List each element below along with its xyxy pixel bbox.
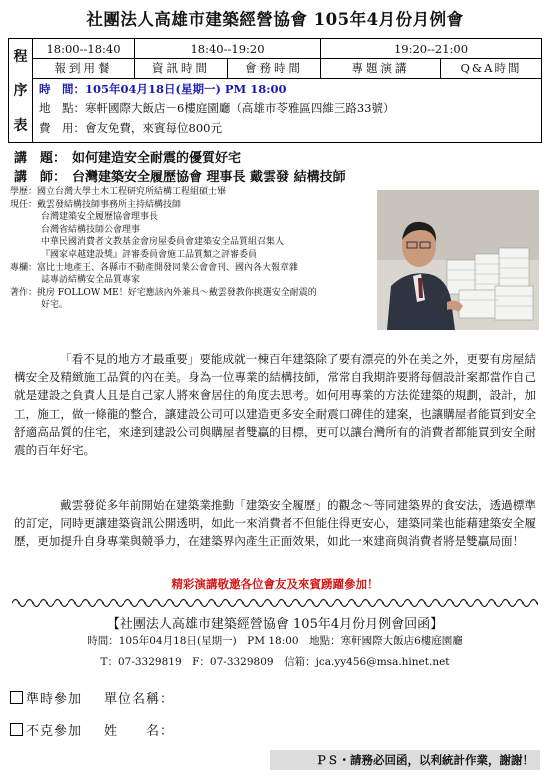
bio-line: 著作：挑房 FOLLOW ME！好宅應該內外兼具～戴雲發教你挑選安全耐震的 xyxy=(10,287,317,298)
bio-line: 台灣建築安全履歷協會理事長 xyxy=(41,212,159,223)
event-fee xyxy=(39,120,537,136)
reply-contact-info: T：07-3329819 F：07-3329809 信箱：jca.yy456@msa.hinet.net xyxy=(100,656,450,668)
schedule-item: 資訊時間 xyxy=(135,58,228,78)
place-value: 寒軒國際大飯店－6樓庭園廳（高雄市苓雅區四維三路33號） xyxy=(85,101,395,115)
schedule-time-row xyxy=(33,39,541,59)
topic-value: 如何建造安全耐震的優質好宅 xyxy=(72,151,242,166)
time-slot: 18:00--18:40 xyxy=(33,39,135,58)
place-label: 地 點： xyxy=(39,101,85,115)
decorative-border xyxy=(12,595,538,611)
bio-line: 學歷：國立台灣大學土木工程研究所結構工程組碩士畢 xyxy=(10,187,227,197)
attend-checkbox[interactable] xyxy=(10,691,23,704)
schedule-table xyxy=(8,38,542,143)
event-time xyxy=(39,81,537,97)
speaker-label: 講 師： xyxy=(14,170,67,185)
name-label: 姓 名： xyxy=(104,724,175,739)
intro-paragraph: 「看不見的地方才最重要」要能成就一棟百年建築除了要有漂亮的外在美之外，更要有房屋結構安全及精緻施工品質的內在美。身為一位專業的結構技師，常常自我期許要將每個設計案都當作自己就是建設之負責人且是自己家人將來會居住的角度去思考。如何用專業的方法從建築的規劃，設計，加工，施工，做一條龍的整合，讓建設公司可以建造更多安全耐震口碑佳的建案，也讓購屋者能買到安全舒適高品質的住宅，來達到建設公司與購屋者雙贏的目標，更可以讓台灣所有的消費者都能買到安全耐震的百年好宅。 xyxy=(14,352,536,458)
unit-label: 單位名稱： xyxy=(104,692,175,707)
topic-label: 講 題： xyxy=(14,151,67,166)
reply-event-info: 時間：105年04月18日(星期一) PM 18:00 地點：寒軒國際大飯店6樓庭園廳 xyxy=(87,635,463,647)
schedule-item: 會務時間 xyxy=(228,58,321,78)
ps-note: ＰＳ・請務必回函，以利統計作業，謝謝！ xyxy=(270,750,540,770)
attend-label: 準時參加 xyxy=(26,692,83,707)
absent-checkbox[interactable] xyxy=(10,723,23,736)
speaker-photo xyxy=(377,190,539,330)
attend-row xyxy=(10,688,174,707)
fee-label: 費 用： xyxy=(39,121,85,135)
schedule-side-label xyxy=(9,39,33,142)
page-title: 社團法人高雄市建築經營協會 105年4月份月例會 xyxy=(86,10,464,29)
bio-line: 『國家卓越建設獎』評審委員會施工品質類之評審委員 xyxy=(41,249,258,260)
absent-row xyxy=(10,720,174,739)
bio-line: 專欄：富比士地產王、各縣市不動產開發同業公會會刊、國內各大報章雜 xyxy=(10,262,299,273)
schedule-item: 專題演講 xyxy=(321,58,441,78)
lecture-topic xyxy=(14,147,241,166)
side-char: 表 xyxy=(13,117,28,134)
intro-paragraph: 戴雲發從多年前開始在建築業推動「建築安全履歷」的觀念～等同建築界的食安法，透過標準的訂定，同時更讓建築資訊公開透明，如此一來消費者不但能住得更安心，建築同業也能藉建築安全履歷，更加提升自身專業與競爭力，在建築界內產生正面效果，如此一來建商與消費者將是雙贏局面！ xyxy=(14,498,536,549)
bio-line: 誌專訪結構安全品質專家 xyxy=(41,275,141,286)
schedule-item: 報到用餐 xyxy=(33,58,135,78)
bio-line: 中華民國消費者文教基金會房屋委員會建築安全品質組召集人 xyxy=(41,237,285,248)
speaker-value: 台灣建築安全履歷協會 理事長 戴雲發 結構技師 xyxy=(72,170,346,185)
speaker-bio xyxy=(10,186,370,312)
time-slot: 19:20--21:00 xyxy=(393,41,469,56)
invitation-text: 精彩演講敬邀各位會友及來賓踴躍參加！ xyxy=(171,577,379,591)
time-value: 105年04月18日(星期一) PM 18:00 xyxy=(85,82,287,96)
time-label: 時 間： xyxy=(39,82,85,96)
lecture-speaker xyxy=(14,166,346,185)
time-slot: 18:40--19:20 xyxy=(135,39,321,58)
reply-form-title: 【社團法人高雄市建築經營協會 105年4月份月例會回函】 xyxy=(106,617,444,632)
event-place xyxy=(39,100,537,116)
bio-line: 台灣省結構技師公會理事 xyxy=(41,224,141,235)
absent-label: 不克參加 xyxy=(26,724,83,739)
schedule-item-row xyxy=(33,58,541,79)
bio-line: 現任：戴雲發結構技師事務所主持結構技師 xyxy=(10,199,182,210)
side-char: 序 xyxy=(13,83,28,100)
bio-line: 好宅。 xyxy=(41,300,69,311)
schedule-item: Q&A時間 xyxy=(460,61,522,75)
fee-value: 會友免費，來賓每位800元 xyxy=(85,121,222,135)
side-char: 程 xyxy=(13,49,28,66)
